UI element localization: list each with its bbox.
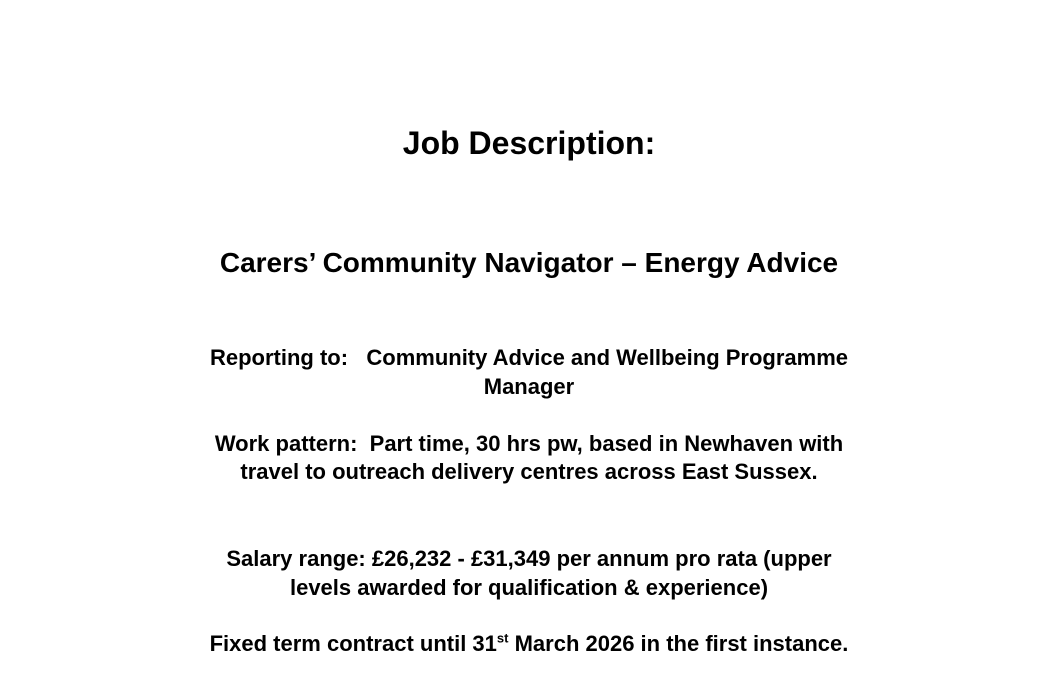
page-title: Job Description: — [402, 125, 656, 161]
contract-prefix: Fixed term contract until 31 — [209, 631, 497, 656]
reporting-to-line-2: Manager — [483, 374, 575, 399]
role-title: Carers’ Community Navigator – Energy Advice — [219, 247, 839, 278]
salary-range-line-1: Salary range: £26,232 - £31,349 per annum pro rata (upper — [226, 546, 832, 571]
contract-term — [0, 630, 1058, 656]
work-pattern-line-1: Work pattern: Part time, 30 hrs pw, based in Newhaven with — [214, 431, 844, 456]
contract-ordinal-suffix: st — [496, 630, 509, 646]
reporting-to-line-1: Reporting to: Community Advice and Wellbeing Programme — [209, 345, 849, 370]
salary-range-line-2: levels awarded for qualification & experience) — [289, 575, 769, 600]
work-pattern-line-2: travel to outreach delivery centres across East Sussex. — [240, 459, 818, 484]
contract-suffix: March 2026 in the first instance. — [508, 631, 849, 656]
